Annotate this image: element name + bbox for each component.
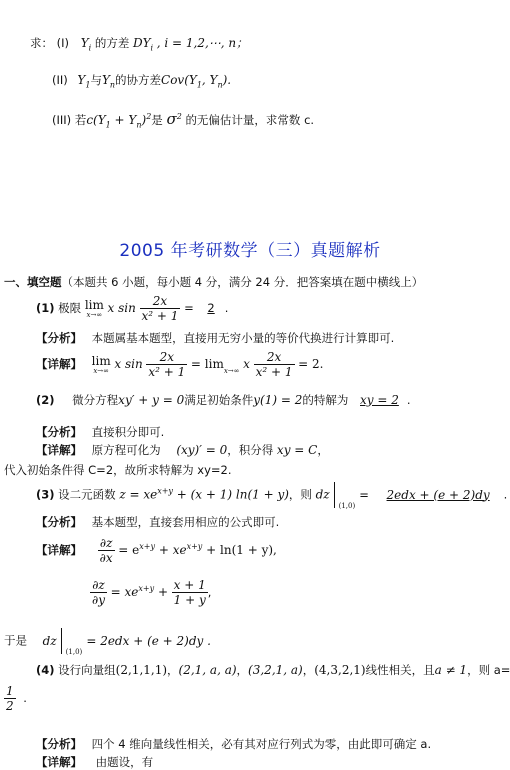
text: ，积分得	[227, 443, 274, 457]
numerator: 2x	[146, 350, 187, 365]
eval-point: (1,0)	[65, 648, 83, 656]
eq: = lim	[190, 357, 224, 371]
analysis-text: 直接积分即可.	[91, 425, 165, 439]
end: .	[23, 691, 27, 705]
question-number: (4)	[36, 663, 55, 677]
result: xy = C	[276, 443, 318, 457]
end: ,	[207, 585, 212, 599]
end: .	[503, 487, 508, 502]
fraction	[254, 350, 295, 379]
sup: 2	[146, 112, 152, 122]
var: Y	[101, 73, 110, 87]
numerator: 2x	[254, 350, 295, 365]
rhs: = e	[118, 543, 140, 557]
q3-detail	[36, 536, 277, 565]
denominator: x² + 1	[141, 309, 179, 323]
var-y: Y	[80, 36, 89, 50]
lim-sub: x→∞	[93, 366, 110, 375]
sub: i	[150, 43, 154, 53]
q4-line	[36, 662, 510, 678]
analysis-label: 【分析】	[36, 737, 82, 751]
section-heading	[4, 274, 423, 290]
detail-text: 由题设，有	[95, 755, 154, 769]
partial-y	[90, 578, 107, 607]
rhs: + xe	[155, 543, 187, 557]
condition: y(1) = 2	[253, 393, 303, 407]
plus: +	[154, 585, 168, 599]
expr-tail: , i = 1,2,⋯, n；	[156, 36, 249, 50]
condition: a ≠ 1	[434, 663, 468, 677]
end: ，	[317, 443, 329, 457]
sub: 1	[85, 80, 91, 90]
denominator: 1 + y	[173, 593, 206, 607]
numerator: 1	[6, 684, 14, 698]
text: 设行向量组	[58, 663, 116, 677]
rhs: = xe	[110, 585, 139, 599]
answer: 2	[207, 301, 215, 315]
expr: + Y	[110, 113, 137, 127]
answer: xy = 2	[360, 393, 399, 407]
partial-x	[98, 536, 115, 565]
detail-label: 【详解】	[36, 443, 82, 457]
answer-fraction	[4, 684, 16, 713]
expr: DY	[132, 36, 151, 50]
q4-analysis	[36, 736, 431, 752]
result: = 2edx + (e + 2)dy .	[86, 633, 211, 648]
question-number: (3)	[36, 487, 55, 502]
denominator: x² + 1	[255, 365, 293, 379]
q2-detail	[36, 442, 329, 458]
sub: n	[109, 80, 116, 90]
dz: dz	[42, 633, 57, 648]
denominator: x² + 1	[148, 365, 186, 379]
question-line-ii	[52, 72, 231, 89]
equation: xy′ + y = 0	[118, 393, 185, 407]
question-number: (2)	[36, 393, 55, 407]
sub: i	[88, 43, 92, 53]
denominator: 2	[6, 699, 14, 713]
expr: + (x + 1) ln(1 + y)	[172, 487, 289, 502]
page-title: 2005 年考研数学（三）真题解析	[119, 241, 381, 261]
detail-label: 【详解】	[36, 543, 82, 557]
eq: =	[184, 301, 194, 315]
fraction	[140, 294, 181, 323]
detail-label: 【详解】	[36, 357, 82, 371]
vector: (4,3,2,1)	[314, 663, 366, 677]
vector: (3,2,1, a)	[248, 663, 303, 677]
text: 是	[151, 113, 163, 127]
q3-line	[36, 482, 507, 508]
sup: x+y	[157, 486, 173, 496]
expr: x sin	[114, 357, 143, 371]
q3-detail-2	[90, 578, 211, 607]
analysis-text: 本题属基本题型，直接用无穷小量的等价代换进行计算即可.	[91, 331, 395, 345]
text: 满足初始条件	[184, 393, 254, 407]
expr: , Y	[201, 73, 218, 87]
sep: ，	[236, 663, 249, 677]
q1-detail	[36, 350, 323, 379]
text: 于是	[4, 633, 27, 648]
text: 微分方程	[72, 393, 119, 407]
end: .	[224, 301, 229, 315]
analysis-text: 四个 4 维向量线性相关，必有其对应行列式为零，由此即可确定 a.	[91, 737, 432, 751]
text: 的协方差	[115, 73, 162, 87]
q4-detail	[36, 754, 153, 770]
expr: Cov(Y	[161, 73, 197, 87]
question-line-iii	[52, 110, 314, 129]
rhs: + ln(1 + y),	[202, 543, 277, 557]
q2-detail-line2: 代入初始条件得 C=2，故所求特解为 xy=2.	[4, 463, 232, 477]
text: 的无偏估计量，求常数 c.	[185, 113, 315, 127]
section-desc: （本题共 6 小题，每小题 4 分，满分 24 分．把答案填在题中横线上）	[61, 275, 424, 289]
sub: 1	[196, 80, 202, 90]
equation: (xy)′ = 0	[176, 443, 228, 457]
analysis-label: 【分析】	[36, 515, 82, 529]
q1-line	[36, 294, 228, 323]
expr: z = xe	[119, 487, 158, 502]
answer: 2edx + (e + 2)dy	[386, 487, 490, 502]
limit-sub	[224, 355, 240, 375]
fraction	[146, 350, 187, 379]
analysis-label: 【分析】	[36, 425, 82, 439]
q3-conclusion	[4, 628, 211, 654]
text: 的特解为	[302, 393, 349, 407]
q4-answer	[4, 684, 27, 713]
expr: ).	[222, 73, 232, 87]
part-ii-label: (II)	[52, 73, 68, 87]
q1-analysis	[36, 330, 394, 346]
eval-bar	[61, 628, 83, 656]
dz: dz	[315, 487, 330, 502]
q2-analysis	[36, 424, 164, 440]
detail-label: 【详解】	[36, 755, 82, 769]
result: = 2.	[298, 357, 324, 371]
section-title: 一、填空题	[4, 275, 62, 289]
limit	[92, 355, 111, 375]
sup: 2	[176, 112, 182, 122]
lim-text: lim	[91, 353, 111, 368]
text: 设二元函数	[58, 487, 116, 502]
text: 极限	[58, 301, 82, 315]
limit	[85, 299, 104, 319]
analysis-label: 【分析】	[36, 331, 82, 345]
sup: x+y	[186, 542, 203, 552]
sub: 1	[105, 120, 111, 130]
lim-text: lim	[84, 297, 104, 312]
lim-sub: x→∞	[86, 310, 103, 319]
sep: ，	[302, 663, 315, 677]
sup: x+y	[139, 542, 156, 552]
expr: x sin	[107, 301, 136, 315]
fraction	[172, 578, 208, 607]
vector: (2,1, a, a)	[178, 663, 237, 677]
q3-analysis	[36, 514, 279, 530]
var: Y	[77, 73, 86, 87]
eq: =	[359, 487, 369, 502]
numerator: ∂z	[98, 536, 115, 551]
question-line-i	[30, 34, 248, 52]
part-i-label: (I)	[56, 36, 70, 50]
expr: )	[141, 113, 147, 127]
eval-bar	[334, 482, 356, 510]
text: 线性相关，且	[365, 663, 435, 677]
analysis-text: 基本题型，直接套用相应的公式即可.	[91, 515, 280, 529]
sub: n	[136, 120, 142, 130]
sup: x+y	[138, 584, 155, 594]
denominator: ∂x	[99, 551, 113, 565]
sub: n	[217, 80, 223, 90]
question-number: (1)	[36, 301, 55, 315]
numerator: x + 1	[172, 578, 208, 593]
expr: c(Y	[86, 113, 106, 127]
var-x: x	[243, 357, 250, 371]
part-iii-label: (III)	[52, 113, 72, 127]
text: 与	[90, 73, 102, 87]
end: .	[406, 393, 411, 407]
text: 原方程可化为	[91, 443, 161, 457]
sigma: σ	[166, 110, 177, 128]
text: ，则 a=	[467, 663, 510, 677]
lim-sub: x→∞	[223, 366, 240, 375]
numerator: 2x	[140, 294, 181, 309]
q2-line	[36, 392, 411, 408]
numerator: ∂z	[90, 578, 107, 593]
eval-point: (1,0)	[338, 502, 356, 510]
denominator: ∂y	[92, 593, 105, 607]
sep: ，	[167, 663, 179, 677]
ask-label: 求：	[30, 36, 53, 50]
text: ，则	[288, 487, 312, 502]
vector: (2,1,1,1)	[115, 663, 168, 677]
text: 若	[74, 113, 87, 127]
text: 的方差	[94, 36, 130, 50]
